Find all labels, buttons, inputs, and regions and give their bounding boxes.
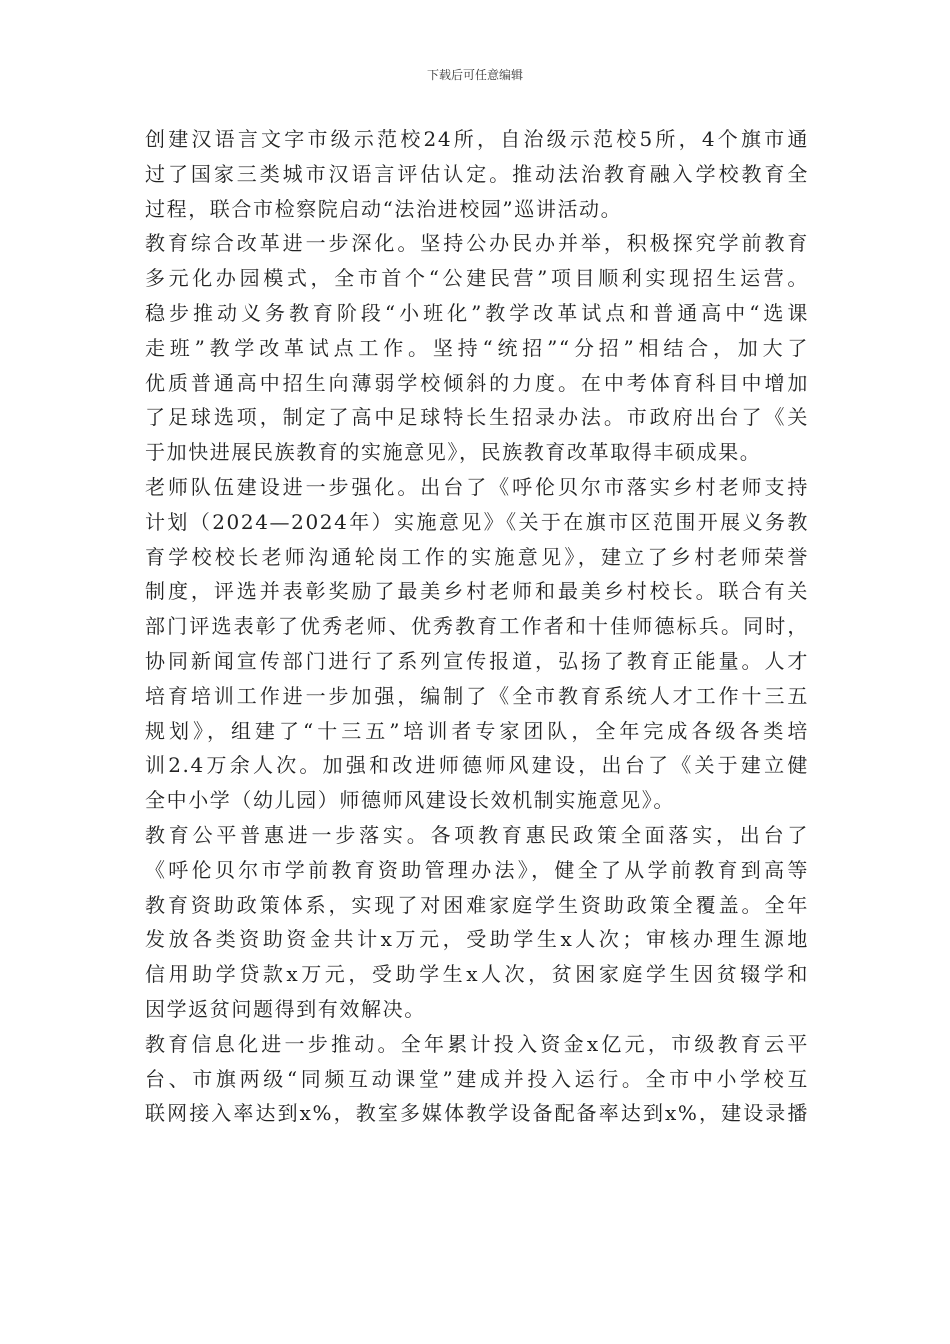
paragraph-1	[145, 122, 809, 226]
text-line: 台、市旗两级“同频互动课堂”建成并投入运行。全市中小学校互	[145, 1066, 809, 1091]
paragraph-2	[145, 226, 809, 470]
document-body	[145, 122, 809, 1131]
text-line: 稳步推动义务教育阶段“小班化”教学改革试点和普通高中“选课	[145, 300, 809, 325]
text-line: 发放各类资助资金共计x万元，受助学生x人次；审核办理生源地	[145, 927, 809, 952]
text-line: 部门评选表彰了优秀老师、优秀教育工作者和十佳师德标兵。同时，	[145, 614, 809, 639]
text-line: 培育培训工作进一步加强，编制了《全市教育系统人才工作十三五	[145, 683, 809, 708]
text-line: 老师队伍建设进一步强化。出台了《呼伦贝尔市落实乡村老师支持	[145, 474, 809, 499]
paragraph-3	[145, 470, 809, 818]
text-line: 于加快进展民族教育的实施意见》，民族教育改革取得丰硕成果。	[145, 440, 762, 465]
text-line: 育学校校长老师沟通轮岗工作的实施意见》，建立了乡村老师荣誉	[145, 544, 809, 569]
text-line: 规划》，组建了“十三五”培训者专家团队，全年完成各级各类培	[145, 718, 809, 743]
text-line: 教育资助政策体系，实现了对困难家庭学生资助政策全覆盖。全年	[145, 892, 809, 917]
text-line: 训2.4万余人次。加强和改进师德师风建设，出台了《关于建立健	[145, 753, 809, 778]
text-line: 创建汉语言文字市级示范校24所，自治级示范校5所，4个旗市通	[145, 127, 809, 151]
text-line: 制度，评选并表彰奖励了最美乡村老师和最美乡村校长。联合有关	[145, 579, 809, 604]
text-line: 计划（2024—2024年）实施意见》《关于在旗市区范围开展义务教	[145, 509, 809, 534]
paragraph-4	[145, 818, 809, 1027]
text-line: 走班”教学改革试点工作。坚持“统招”“分招”相结合，加大了	[145, 335, 809, 360]
text-line: 协同新闻宣传部门进行了系列宣传报道，弘扬了教育正能量。人才	[145, 648, 809, 673]
text-line: 多元化办园模式，全市首个“公建民营”项目顺利实现招生运营。	[145, 266, 809, 291]
text-line: 教育综合改革进一步深化。坚持公办民办并举，积极探究学前教育	[145, 231, 809, 256]
text-line: 过了国家三类城市汉语言评估认定。推动法治教育融入学校教育全	[145, 161, 809, 186]
text-line: 优质普通高中招生向薄弱学校倾斜的力度。在中考体育科目中增加	[145, 370, 809, 395]
text-line: 信用助学贷款x万元，受助学生x人次，贫困家庭学生因贫辍学和	[145, 962, 809, 987]
text-line: 教育信息化进一步推动。全年累计投入资金x亿元，市级教育云平	[145, 1031, 809, 1056]
page-header: 下载后可任意编辑	[426, 68, 523, 82]
text-line: 了足球选项，制定了高中足球特长生招录办法。市政府出台了《关	[145, 405, 809, 430]
paragraph-5	[145, 1027, 809, 1131]
text-line: 《呼伦贝尔市学前教育资助管理办法》，健全了从学前教育到高等	[145, 857, 809, 882]
text-line: 联网接入率达到x%，教室多媒体教学设备配备率达到x%，建设录播	[145, 1101, 809, 1126]
text-line: 教育公平普惠进一步落实。各项教育惠民政策全面落实，出台了	[145, 822, 809, 847]
text-line: 过程，联合市检察院启动“法治进校园”巡讲活动。	[145, 196, 623, 221]
text-line: 因学返贫问题得到有效解决。	[145, 996, 426, 1021]
text-line: 全中小学（幼儿园）师德师风建设长效机制实施意见》。	[145, 788, 675, 813]
